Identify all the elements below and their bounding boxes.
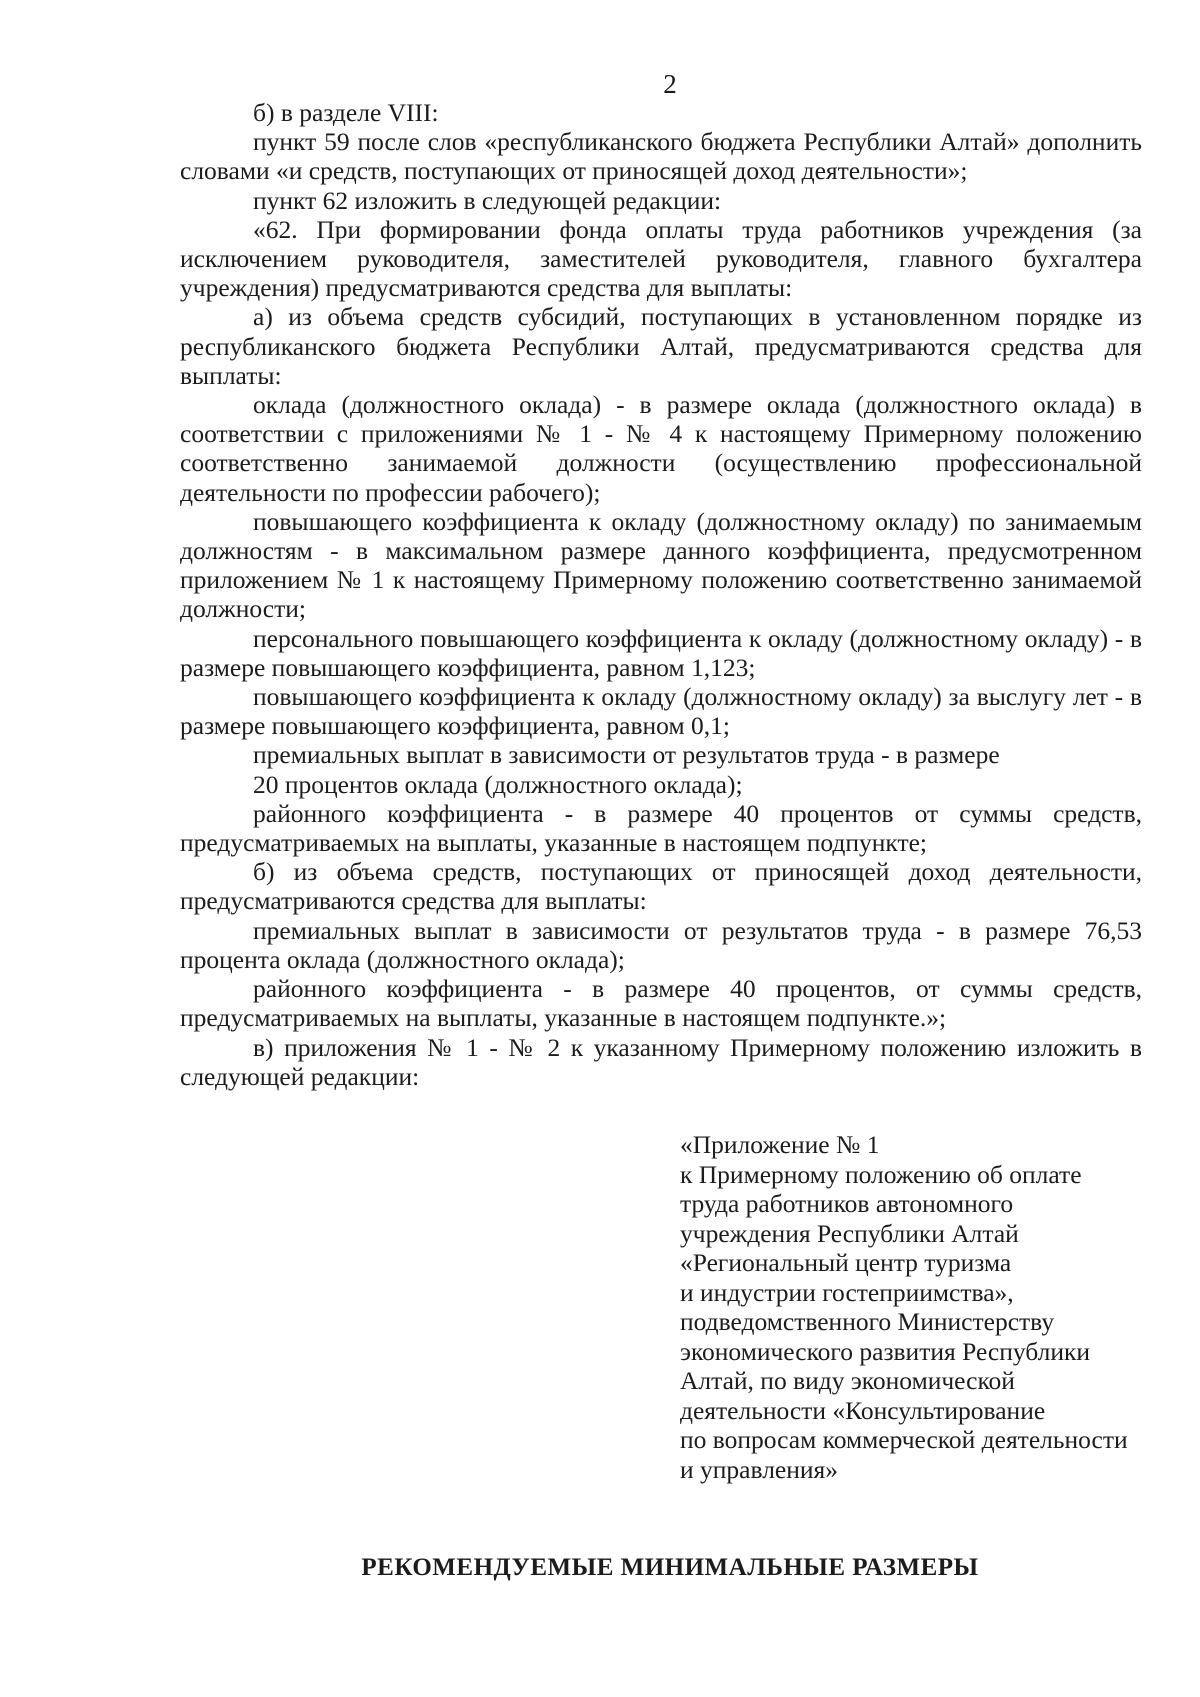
appendix-note bbox=[680, 1130, 1150, 1484]
paragraph: персонального повышающего коэффициента к окладу (должностному окладу) - в размере повышающего коэффициента, равном 1,123; bbox=[180, 623, 1142, 682]
appendix-line: «Приложение № 1 bbox=[680, 1130, 880, 1159]
section-heading: РЕКОМЕНДУЕМЫЕ МИНИМАЛЬНЫЕ РАЗМЕРЫ bbox=[361, 1554, 979, 1581]
paragraph: б) из объема средств, поступающих от приносящей доход деятельности, предусматриваются средства для выплаты: bbox=[180, 857, 1142, 916]
appendix-line: «Региональный центр туризма bbox=[680, 1248, 1012, 1277]
appendix-line: и индустрии гостеприимства», bbox=[680, 1277, 1014, 1307]
appendix-line: и управления» bbox=[680, 1454, 839, 1484]
paragraph: оклада (должностного оклада) - в размере оклада (должностного оклада) в соответствии с приложениями № 1 - № 4 к настоящему Примерному положению соответственно занимаемой должности (осуществлению профессиональной деятельности по профессии рабочего); bbox=[180, 390, 1142, 507]
appendix-line: к Примерному положению об оплате bbox=[680, 1159, 1082, 1189]
paragraph: районного коэффициента - в размере 40 процентов, от суммы средств, предусматриваемых на выплаты, указанные в настоящем подпункте.»; bbox=[180, 974, 1142, 1033]
paragraph: б) в разделе VIII: bbox=[253, 98, 439, 127]
paragraph: а) из объема средств субсидий, поступающих в установленном порядке из республиканского бюджета Республики Алтай, предусматриваются средства для выплаты: bbox=[180, 302, 1142, 390]
appendix-line: по вопросам коммерческой деятельности bbox=[680, 1425, 1128, 1454]
appendix-line: деятельности «Консультирование bbox=[680, 1395, 1046, 1425]
paragraph: премиальных выплат в зависимости от результатов труда - в размере bbox=[253, 740, 1000, 770]
appendix-line: Алтай, по виду экономической bbox=[680, 1366, 1015, 1395]
appendix-line: экономического развития Республики bbox=[680, 1336, 1091, 1366]
document-body bbox=[180, 98, 1142, 1091]
page-number: 2 bbox=[663, 69, 677, 99]
appendix-line: труда работников автономного bbox=[680, 1189, 1014, 1218]
paragraph: районного коэффициента - в размере 40 процентов от суммы средств, предусматриваемых на выплаты, указанные в настоящем подпункте; bbox=[180, 798, 1142, 858]
appendix-line: подведомственного Министерству bbox=[680, 1307, 1055, 1336]
paragraph: в) приложения № 1 - № 2 к указанному Примерному положению изложить в следующей редакции: bbox=[180, 1032, 1142, 1091]
paragraph: пункт 59 после слов «республиканского бюджета Республики Алтай» дополнить словами «и средств, поступающих от приносящей доход деятельности»; bbox=[180, 127, 1142, 186]
appendix-line: учреждения Республики Алтай bbox=[680, 1218, 1019, 1248]
paragraph: «62. При формировании фонда оплаты труда работников учреждения (за исключением руководителя, заместителей руководителя, главного бухгалтера учреждения) предусматриваются средства для выплаты: bbox=[180, 214, 1142, 303]
paragraph: премиальных выплат в зависимости от результатов труда - в размере 76,53 процента оклада (должностного оклада); bbox=[180, 915, 1142, 974]
paragraph: 20 процентов оклада (должностного оклада); bbox=[253, 769, 743, 799]
paragraph: повышающего коэффициента к окладу (должностному окладу) по занимаемым должностям - в максимальном размере данного коэффициента, предусмотренном приложением № 1 к настоящему Примерному положению соответственно занимаемой должности; bbox=[180, 506, 1142, 624]
paragraph: повышающего коэффициента к окладу (должностному окладу) за выслугу лет - в размере повышающего коэффициента, равном 0,1; bbox=[180, 682, 1142, 741]
paragraph: пункт 62 изложить в следующей редакции: bbox=[253, 185, 722, 215]
